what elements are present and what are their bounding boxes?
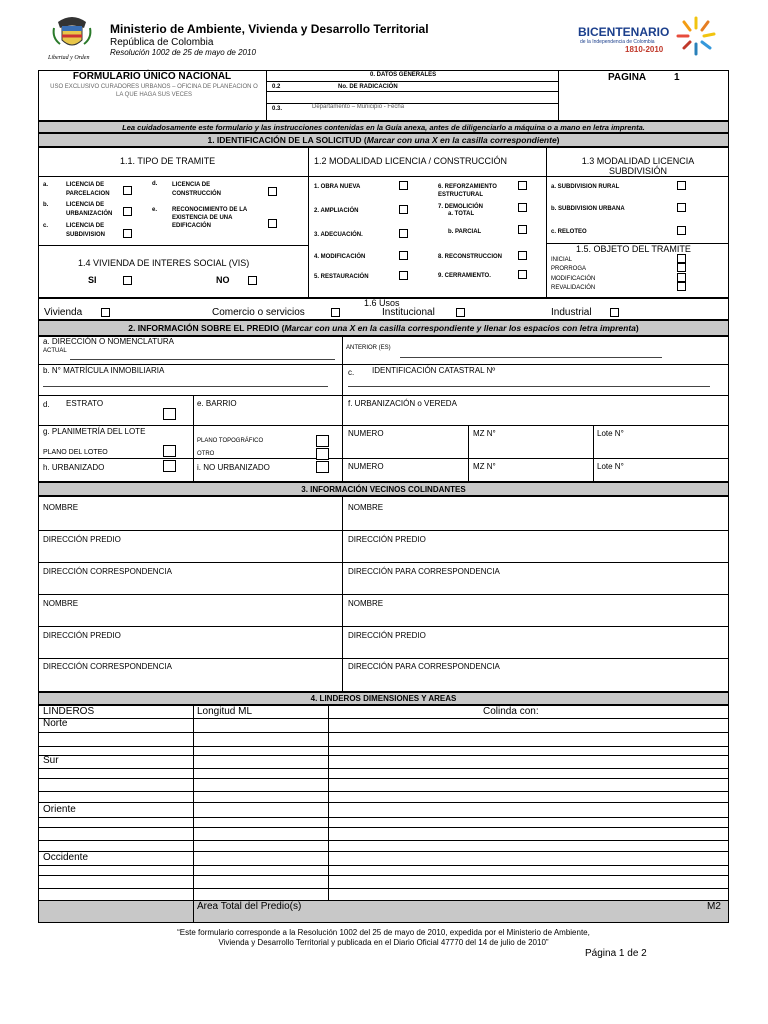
matricula-label: b. N° MATRÍCULA INMOBILIARIA — [43, 366, 165, 375]
radicacion-field[interactable] — [300, 92, 550, 102]
lindero-norte-label: Norte — [43, 718, 68, 729]
section2-header: 2. INFORMACIÓN SOBRE EL PREDIO (Marcar con una X en la casilla correspondiente y llenar los espacios con letra imprenta) — [38, 320, 729, 336]
mod-cerramiento-label: 9. CERRAMIENTO. — [438, 273, 491, 279]
mod-ampliacion-label: 2. AMPLIACIÓN — [314, 208, 359, 214]
mod-modificacion-checkbox[interactable] — [399, 251, 408, 260]
vecino3-nombre-label: NOMBRE — [43, 599, 79, 608]
sub-reloteo-label: c. RELOTEO — [551, 229, 587, 235]
section4-body — [38, 705, 729, 923]
mod-cerramiento-checkbox[interactable] — [518, 270, 527, 279]
uso-vivienda-label: Vivienda — [44, 307, 83, 318]
mod-reconstruccion-label: 8. RECONSTRUCCION — [438, 254, 503, 260]
plano-loteo-label: PLANO DEL LOTEO — [43, 449, 108, 456]
sub-reloteo-checkbox[interactable] — [677, 226, 686, 235]
planimetria-label: g. PLANIMETRÍA DEL LOTE — [43, 427, 146, 436]
direccion-actual-label: ACTUAL — [43, 348, 67, 354]
mod-obra-nueva-label: 1. OBRA NUEVA — [314, 184, 361, 190]
tipo-construccion-checkbox[interactable] — [268, 187, 277, 196]
urbanizado-checkbox[interactable] — [163, 460, 176, 472]
objeto-modificacion-label: MODIFICACIÓN — [551, 276, 596, 282]
sub-rural-label: a. SUBDIVISION RURAL — [551, 184, 620, 190]
republic-name: República de Colombia — [110, 37, 214, 48]
vis-no-label: NO — [216, 275, 230, 285]
mz-label-1: MZ N° — [473, 429, 496, 438]
mod-reforzamiento-checkbox[interactable] — [518, 181, 527, 190]
urbanizado-label: h. URBANIZADO — [43, 463, 105, 472]
vis-si-label: SI — [88, 275, 97, 285]
ministry-name: Ministerio de Ambiente, Vivienda y Desarrollo Territorial — [110, 22, 429, 36]
direccion-anterior-field[interactable] — [400, 344, 662, 357]
direccion-label: a. DIRECCIÓN O NOMENCLATURA — [43, 337, 174, 346]
mod-restauracion-checkbox[interactable] — [399, 271, 408, 280]
resolution-ref: Resolución 1002 de 25 de mayo de 2010 — [110, 48, 256, 57]
objeto-revalidacion-label: REVALIDACIÓN — [551, 285, 596, 291]
uso-institucional-checkbox[interactable] — [456, 308, 465, 317]
tipo-parcelacion-checkbox[interactable] — [123, 186, 132, 195]
direccion-actual-field[interactable] — [70, 346, 335, 359]
footer-note-line2: Vivienda y Desarrollo Territorial y publicada en el Diario Oficial 47770 del 14 de julio de 2010” — [218, 938, 549, 947]
mod-obra-nueva-checkbox[interactable] — [399, 181, 408, 190]
objeto-revalidacion-checkbox[interactable] — [677, 282, 686, 291]
otro-checkbox[interactable] — [316, 448, 329, 460]
area-total-label: Área Total del Predio(s) — [197, 901, 302, 912]
footer-note-line1: “Este formulario corresponde a la Resolución 1002 del 25 de mayo de 2010, expedida por el Ministerio de Ambiente, — [177, 928, 590, 937]
form-subtitle: USO EXCLUSIVO CURADORES URBANOS – OFICINA DE PLANEACION O LA QUE HAGA SUS VECES — [50, 84, 258, 98]
vis-si-checkbox[interactable] — [123, 276, 132, 285]
mod-demolicion-parcial-checkbox[interactable] — [518, 225, 527, 234]
catastral-field[interactable] — [348, 375, 710, 386]
radicacion-label: No. DE RADICACIÓN — [338, 84, 398, 90]
mod-demolicion-parcial-label: b. PARCIAL — [448, 229, 482, 235]
objeto-modificacion-checkbox[interactable] — [677, 273, 686, 282]
mod-restauracion-label: 5. RESTAURACIÓN — [314, 274, 369, 280]
area-total-unit: M2 — [707, 901, 721, 912]
instructions-bar — [38, 121, 729, 133]
tipo-urbanizacion-label: LICENCIA DE URBANIZACIÓN — [66, 202, 113, 217]
code-03: 0.3. — [272, 106, 283, 112]
tipo-subdivision-checkbox[interactable] — [123, 229, 132, 238]
tipo-reconocimiento-checkbox[interactable] — [268, 219, 277, 228]
bicentenario-logo — [578, 22, 728, 58]
depto-municipio-fecha-label: Departamento – Municipio - Fecha — [312, 104, 405, 110]
page-counter: Página 1 de 2 — [585, 948, 647, 959]
plano-topografico-label: PLANO TOPOGRÁFICO — [197, 438, 264, 444]
vecino4-direccion-label: DIRECCIÓN PREDIO — [348, 631, 426, 640]
tipo-construccion-label: LICENCIA DE CONSTRUCCIÓN — [172, 182, 221, 197]
vecino4-nombre-label: NOMBRE — [348, 599, 384, 608]
objeto-inicial-label: INICIAL — [551, 257, 573, 263]
catastral-label: IDENTIFICACIÓN CATASTRAL Nº — [372, 366, 496, 375]
section3-header: 3. INFORMACIÓN VECINOS COLINDANTES — [38, 482, 729, 496]
bicentenario-subtitle: de la Independencia de Colombia — [580, 39, 655, 45]
tipo-reconocimiento-label: RECONOCIMIENTO DE LA EXISTENCIA DE UNA EDIFICACIÓN — [172, 207, 248, 229]
section1-header: 1. IDENTIFICACIÓN DE LA SOLICITUD (Marcar con una X en la casilla correspondiente) — [38, 133, 729, 147]
barrio-label: e. BARRIO — [197, 399, 237, 408]
tipo-parcelacion-label: LICENCIA DE PARCELACION — [66, 182, 110, 197]
uso-comercio-label: Comercio o servicios — [212, 307, 305, 318]
pagina-number: 1 — [674, 72, 680, 83]
barrio-field[interactable] — [197, 410, 337, 422]
lindero-occidente-label: Occidente — [43, 852, 89, 863]
mod-adecuacion-checkbox[interactable] — [399, 229, 408, 238]
uso-vivienda-checkbox[interactable] — [101, 308, 110, 317]
modalidad-heading: 1.2 MODALIDAD LICENCIA / CONSTRUCCIÓN — [314, 156, 508, 166]
datos-generales-label: 0. DATOS GENERALES — [370, 72, 437, 78]
otro-label: OTRO — [197, 451, 215, 457]
uso-industrial-checkbox[interactable] — [610, 308, 619, 317]
lindero-oriente-label: Oriente — [43, 804, 76, 815]
vecino2-correspondencia-label: DIRECCIÓN PARA CORRESPONDENCIA — [348, 567, 500, 576]
objeto-inicial-checkbox[interactable] — [677, 254, 686, 263]
usos-heading: 1.6 Usos — [364, 298, 400, 308]
numero-label-2: NUMERO — [348, 462, 384, 471]
mod-reconstruccion-checkbox[interactable] — [518, 251, 527, 260]
vecino1-direccion-label: DIRECCIÓN PREDIO — [43, 535, 121, 544]
objeto-prorroga-label: PRORROGA — [551, 266, 587, 272]
lote-label-1: Lote N° — [597, 429, 624, 438]
instructions-text: Lea cuidadosamente este formulario y las instrucciones contenidas en la Guía anexa, antes de diligenciarlo a máquina o a mano en letra imprenta. — [122, 123, 645, 132]
direccion-anterior-label: ANTERIOR (ES) — [346, 345, 391, 351]
vecino1-nombre-label: NOMBRE — [43, 503, 79, 512]
uso-industrial-label: Industrial — [551, 307, 592, 318]
objeto-tramite-heading: 1.5. OBJETO DEL TRAMITE — [576, 244, 691, 254]
objeto-prorroga-checkbox[interactable] — [677, 263, 686, 272]
form-title: FORMULARIO ÚNICO NACIONAL — [72, 71, 232, 82]
bicentenario-star-icon — [674, 14, 718, 58]
estrato-label: ESTRATO — [66, 399, 104, 408]
mod-demolicion-total-checkbox[interactable] — [518, 203, 527, 212]
plano-loteo-checkbox[interactable] — [163, 445, 176, 457]
code-02: 0.2 — [272, 84, 281, 90]
urbanizacion-field[interactable] — [348, 410, 723, 422]
sub-urbana-checkbox[interactable] — [677, 203, 686, 212]
mz-label-2: MZ N° — [473, 462, 496, 471]
colinda-heading: Colinda con: — [483, 706, 539, 717]
vecino1-correspondencia-label: DIRECCIÓN CORRESPONDENCIA — [43, 567, 172, 576]
sub-urbana-label: b. SUBDIVISION URBANA — [551, 206, 625, 212]
estrato-checkbox[interactable] — [163, 408, 176, 420]
vecino2-nombre-label: NOMBRE — [348, 503, 384, 512]
linderos-heading: LINDEROS — [43, 706, 95, 717]
mod-reforzamiento-label: 6. REFORZAMIENTO ESTRUCTURAL — [438, 184, 497, 198]
section4-header: 4. LINDEROS DIMENSIONES Y AREAS — [38, 692, 729, 705]
uso-comercio-checkbox[interactable] — [331, 308, 340, 317]
vecino4-correspondencia-label: DIRECCIÓN PARA CORRESPONDENCIA — [348, 662, 500, 671]
bicentenario-years: 1810-2010 — [625, 45, 664, 54]
urbanizacion-label: f. URBANIZACIÓN o VEREDA — [348, 399, 457, 408]
longitud-heading: Longitud ML — [197, 706, 253, 717]
no-urbanizado-checkbox[interactable] — [316, 461, 329, 473]
lote-label-2: Lote N° — [597, 462, 624, 471]
matricula-field[interactable] — [43, 375, 328, 386]
tipo-urbanizacion-checkbox[interactable] — [123, 207, 132, 216]
uso-institucional-label: Institucional — [382, 307, 435, 318]
seal-caption: Libertad y Orden — [48, 55, 90, 61]
vecino2-direccion-label: DIRECCIÓN PREDIO — [348, 535, 426, 544]
sub-rural-checkbox[interactable] — [677, 181, 686, 190]
lindero-sur-label: Sur — [43, 755, 59, 766]
mod-ampliacion-checkbox[interactable] — [399, 205, 408, 214]
pagina-label: PAGINA — [608, 72, 647, 83]
mod-modificacion-label: 4. MODIFICACIÓN — [314, 254, 366, 260]
tipo-tramite-heading: 1.1. TIPO DE TRAMITE — [120, 156, 216, 166]
bicentenario-title: BICENTENARIO — [578, 25, 670, 39]
numero-label-1: NUMERO — [348, 429, 384, 438]
mod-adecuacion-label: 3. ADECUACIÓN. — [314, 232, 363, 238]
plano-topografico-checkbox[interactable] — [316, 435, 329, 447]
vecino3-correspondencia-label: DIRECCIÓN CORRESPONDENCIA — [43, 662, 172, 671]
mod-demolicion-label: 7. DEMOLICIÓN — [438, 204, 484, 210]
vis-no-checkbox[interactable] — [248, 276, 257, 285]
area-total-left-cell — [39, 901, 193, 922]
mod-demolicion-total-label: a. TOTAL — [448, 211, 475, 217]
colombia-seal-icon — [50, 14, 94, 54]
vecino3-direccion-label: DIRECCIÓN PREDIO — [43, 631, 121, 640]
tipo-subdivision-label: LICENCIA DE SUBDIVISION — [66, 223, 106, 238]
no-urbanizado-label: i. NO URBANIZADO — [197, 463, 270, 472]
modalidad-subdivision-heading: 1.3 MODALIDAD LICENCIA SUBDIVISIÓN — [581, 156, 695, 176]
vis-heading: 1.4 VIVIENDA DE INTERES SOCIAL (VIS) — [78, 258, 250, 268]
